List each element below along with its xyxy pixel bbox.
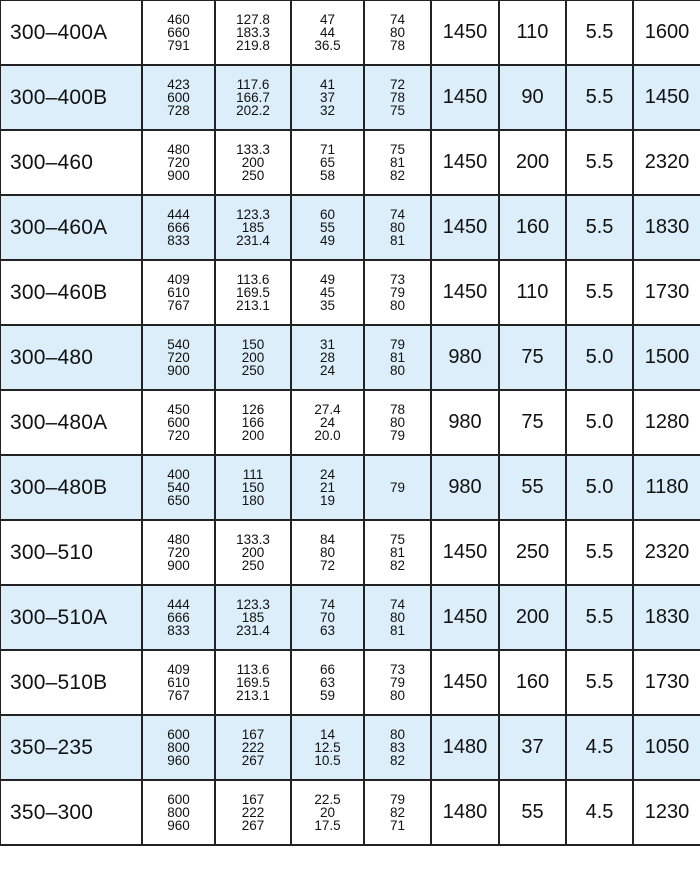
- head-cell-value: 70: [319, 610, 336, 625]
- efficiency-cell-value: 81: [389, 233, 406, 248]
- power-cell: 250: [499, 520, 566, 585]
- flow-lps-cell-value: 960: [167, 818, 190, 833]
- power-cell: 110: [499, 260, 566, 325]
- model-cell: 300–400A: [0, 0, 142, 65]
- flow-m3h-cell: [215, 715, 291, 780]
- model-cell: 300–480B: [0, 455, 142, 520]
- flow-m3h-cell: [215, 260, 291, 325]
- efficiency-cell-value: 72: [389, 77, 406, 92]
- flow-lps-cell-value: 666: [167, 610, 190, 625]
- head-cell-value: 55: [319, 220, 336, 235]
- speed-cell: 1450: [431, 520, 499, 585]
- efficiency-cell-value: 73: [389, 662, 406, 677]
- flow-lps-cell-value: 720: [167, 350, 190, 365]
- flow-lps-cell-value: 720: [167, 428, 190, 443]
- model-cell: 300–460A: [0, 195, 142, 260]
- flow-lps-cell-value: 444: [167, 597, 190, 612]
- weight-cell: 1230: [633, 780, 700, 845]
- flow-lps-cell-value: 600: [167, 415, 190, 430]
- efficiency-cell-value: 79: [389, 792, 406, 807]
- npsh-cell: 5.5: [566, 585, 633, 650]
- table-row: [0, 650, 700, 715]
- flow-m3h-cell-value: 200: [241, 428, 265, 443]
- flow-lps-cell-value: 660: [167, 25, 190, 40]
- efficiency-cell-value: 81: [389, 623, 406, 638]
- flow-m3h-cell: [215, 195, 291, 260]
- flow-m3h-cell-value: 213.1: [236, 688, 270, 703]
- flow-m3h-cell-value: 169.5: [236, 675, 270, 690]
- head-cell: [291, 585, 364, 650]
- efficiency-cell: [364, 715, 431, 780]
- head-cell: [291, 390, 364, 455]
- flow-m3h-cell-value: 167: [241, 727, 265, 742]
- power-cell: 55: [499, 780, 566, 845]
- head-cell-value: 80: [319, 545, 336, 560]
- speed-cell: 1450: [431, 195, 499, 260]
- flow-lps-cell-value: 409: [167, 662, 190, 677]
- efficiency-cell-value: 80: [389, 363, 406, 378]
- table-row: [0, 715, 700, 780]
- flow-m3h-cell-value: 133.3: [236, 142, 270, 157]
- flow-m3h-cell-value: 150: [241, 337, 265, 352]
- efficiency-cell: [364, 780, 431, 845]
- model-cell: 350–235: [0, 715, 142, 780]
- efficiency-cell-value: 80: [389, 415, 406, 430]
- efficiency-cell-value: 82: [389, 558, 406, 573]
- flow-m3h-cell-value: 267: [241, 818, 265, 833]
- model-cell: 300–510A: [0, 585, 142, 650]
- efficiency-cell-value: 78: [389, 402, 406, 417]
- flow-m3h-cell: [215, 520, 291, 585]
- efficiency-cell-value: 74: [389, 207, 406, 222]
- flow-m3h-cell-value: 219.8: [236, 38, 270, 53]
- efficiency-cell-value: 79: [389, 337, 406, 352]
- efficiency-cell-value: 79: [389, 428, 406, 443]
- flow-m3h-cell-value: 200: [241, 545, 265, 560]
- efficiency-cell: [364, 325, 431, 390]
- table-row: [0, 325, 700, 390]
- head-cell-value: 22.5: [314, 792, 341, 807]
- head-cell-value: 10.5: [314, 753, 341, 768]
- model-cell: 300–460B: [0, 260, 142, 325]
- head-cell-value: 28: [319, 350, 336, 365]
- flow-m3h-cell-value: 169.5: [236, 285, 270, 300]
- flow-m3h-cell-value: 200: [241, 155, 265, 170]
- flow-lps-cell-value: 444: [167, 207, 190, 222]
- head-cell-value: 63: [319, 623, 336, 638]
- flow-m3h-cell-value: 166.7: [236, 90, 270, 105]
- efficiency-cell-value: 74: [389, 12, 406, 27]
- flow-lps-cell-value: 800: [167, 805, 190, 820]
- efficiency-cell-value: 81: [389, 545, 406, 560]
- head-cell-value: 24: [319, 415, 336, 430]
- flow-lps-cell-value: 600: [167, 792, 190, 807]
- npsh-cell: 5.0: [566, 455, 633, 520]
- flow-m3h-cell-value: 183.3: [236, 25, 270, 40]
- flow-m3h-cell-value: 213.1: [236, 298, 270, 313]
- flow-lps-cell-value: 960: [167, 753, 190, 768]
- npsh-cell: 5.5: [566, 65, 633, 130]
- flow-lps-cell-value: 900: [167, 168, 190, 183]
- flow-lps-cell-value: 767: [167, 688, 190, 703]
- flow-lps-cell: [142, 780, 215, 845]
- flow-lps-cell-value: 720: [167, 155, 190, 170]
- flow-lps-cell-value: 666: [167, 220, 190, 235]
- speed-cell: 1450: [431, 650, 499, 715]
- head-cell-value: 19: [319, 493, 336, 508]
- model-cell: 300–480: [0, 325, 142, 390]
- efficiency-cell-value: 82: [389, 805, 406, 820]
- weight-cell: 1600: [633, 0, 700, 65]
- head-cell-value: 66: [319, 662, 336, 677]
- flow-m3h-cell-value: 167: [241, 792, 265, 807]
- flow-m3h-cell-value: 126: [241, 402, 265, 417]
- head-cell-value: 47: [319, 12, 336, 27]
- speed-cell: 1480: [431, 715, 499, 780]
- flow-lps-cell: [142, 715, 215, 780]
- npsh-cell: 5.5: [566, 130, 633, 195]
- efficiency-cell-value: 81: [389, 155, 406, 170]
- head-cell-value: 35: [319, 298, 336, 313]
- flow-m3h-cell-value: 166: [241, 415, 265, 430]
- flow-m3h-cell-value: 113.6: [236, 272, 270, 287]
- flow-m3h-cell-value: 117.6: [236, 77, 270, 92]
- weight-cell: 2320: [633, 130, 700, 195]
- head-cell: [291, 195, 364, 260]
- flow-lps-cell-value: 900: [167, 363, 190, 378]
- flow-m3h-cell-value: 180: [241, 493, 265, 508]
- flow-lps-cell-value: 460: [167, 12, 190, 27]
- table-row: [0, 65, 700, 130]
- table-row: [0, 390, 700, 455]
- efficiency-cell-value: 78: [389, 38, 406, 53]
- head-cell-value: 41: [319, 77, 336, 92]
- weight-cell: 1500: [633, 325, 700, 390]
- flow-lps-cell-value: 450: [167, 402, 190, 417]
- flow-m3h-cell-value: 123.3: [236, 597, 270, 612]
- npsh-cell: 5.5: [566, 260, 633, 325]
- head-cell-value: 72: [319, 558, 336, 573]
- efficiency-cell: [364, 585, 431, 650]
- flow-m3h-cell-value: 200: [241, 350, 265, 365]
- flow-m3h-cell-value: 250: [241, 558, 265, 573]
- flow-lps-cell-value: 767: [167, 298, 190, 313]
- head-cell-value: 14: [319, 727, 336, 742]
- power-cell: 160: [499, 650, 566, 715]
- flow-lps-cell-value: 540: [167, 337, 190, 352]
- speed-cell: 980: [431, 390, 499, 455]
- flow-m3h-cell-value: 250: [241, 168, 265, 183]
- head-cell-value: 31: [319, 337, 336, 352]
- efficiency-cell-value: 75: [389, 142, 406, 157]
- weight-cell: 2320: [633, 520, 700, 585]
- head-cell-value: 49: [319, 233, 336, 248]
- flow-m3h-cell: [215, 585, 291, 650]
- flow-m3h-cell-value: 113.6: [236, 662, 270, 677]
- npsh-cell: 4.5: [566, 780, 633, 845]
- power-cell: 55: [499, 455, 566, 520]
- flow-lps-cell-value: 540: [167, 480, 190, 495]
- flow-lps-cell: [142, 195, 215, 260]
- power-cell: 200: [499, 130, 566, 195]
- flow-lps-cell: [142, 65, 215, 130]
- head-cell-value: 12.5: [314, 740, 341, 755]
- flow-lps-cell-value: 423: [167, 77, 190, 92]
- flow-m3h-cell-value: 250: [241, 363, 265, 378]
- efficiency-cell-value: 71: [389, 818, 406, 833]
- head-cell-value: 36.5: [314, 38, 341, 53]
- flow-m3h-cell: [215, 325, 291, 390]
- table-row: [0, 585, 700, 650]
- flow-lps-cell-value: 791: [167, 38, 190, 53]
- npsh-cell: 5.5: [566, 0, 633, 65]
- flow-lps-cell: [142, 455, 215, 520]
- efficiency-cell-value: 79: [389, 285, 406, 300]
- head-cell: [291, 520, 364, 585]
- flow-m3h-cell-value: 222: [241, 740, 265, 755]
- head-cell-value: 58: [319, 168, 336, 183]
- flow-m3h-cell-value: 267: [241, 753, 265, 768]
- head-cell-value: 63: [319, 675, 336, 690]
- flow-m3h-cell: [215, 65, 291, 130]
- flow-m3h-cell-value: 185: [241, 610, 265, 625]
- model-cell: 300–480A: [0, 390, 142, 455]
- power-cell: 75: [499, 390, 566, 455]
- npsh-cell: 5.0: [566, 325, 633, 390]
- weight-cell: 1280: [633, 390, 700, 455]
- efficiency-cell-value: 78: [389, 90, 406, 105]
- power-cell: 90: [499, 65, 566, 130]
- power-cell: 110: [499, 0, 566, 65]
- efficiency-cell: [364, 195, 431, 260]
- head-cell-value: 20.0: [314, 428, 341, 443]
- efficiency-cell-value: 73: [389, 272, 406, 287]
- flow-lps-cell-value: 650: [167, 493, 190, 508]
- flow-m3h-cell: [215, 0, 291, 65]
- flow-lps-cell: [142, 650, 215, 715]
- head-cell-value: 27.4: [314, 402, 341, 417]
- flow-m3h-cell-value: 231.4: [236, 623, 270, 638]
- table-row: [0, 780, 700, 845]
- model-cell: 300–510: [0, 520, 142, 585]
- flow-m3h-cell-value: 185: [241, 220, 265, 235]
- flow-lps-cell: [142, 585, 215, 650]
- speed-cell: 1450: [431, 260, 499, 325]
- npsh-cell: 5.5: [566, 650, 633, 715]
- speed-cell: 1450: [431, 585, 499, 650]
- model-cell: 300–400B: [0, 65, 142, 130]
- efficiency-cell: [364, 130, 431, 195]
- efficiency-cell-value: 82: [389, 753, 406, 768]
- power-cell: 37: [499, 715, 566, 780]
- flow-m3h-cell-value: 127.8: [236, 12, 270, 27]
- efficiency-cell-value: 79: [389, 480, 406, 495]
- head-cell-value: 74: [319, 597, 336, 612]
- flow-m3h-cell: [215, 455, 291, 520]
- head-cell-value: 37: [319, 90, 336, 105]
- flow-m3h-cell-value: 123.3: [236, 207, 270, 222]
- weight-cell: 1050: [633, 715, 700, 780]
- weight-cell: 1830: [633, 585, 700, 650]
- efficiency-cell: [364, 65, 431, 130]
- flow-m3h-cell: [215, 390, 291, 455]
- flow-m3h-cell-value: 202.2: [236, 103, 270, 118]
- efficiency-cell-value: 79: [389, 675, 406, 690]
- head-cell: [291, 0, 364, 65]
- flow-lps-cell-value: 400: [167, 467, 190, 482]
- head-cell-value: 20: [319, 805, 336, 820]
- flow-m3h-cell-value: 111: [242, 467, 264, 482]
- efficiency-cell-value: 80: [389, 220, 406, 235]
- table-row: [0, 130, 700, 195]
- head-cell: [291, 260, 364, 325]
- flow-lps-cell-value: 600: [167, 90, 190, 105]
- efficiency-cell-value: 75: [389, 103, 406, 118]
- flow-lps-cell: [142, 260, 215, 325]
- speed-cell: 980: [431, 325, 499, 390]
- weight-cell: 1830: [633, 195, 700, 260]
- table-row: [0, 195, 700, 260]
- npsh-cell: 5.5: [566, 195, 633, 260]
- flow-m3h-cell: [215, 130, 291, 195]
- power-cell: 75: [499, 325, 566, 390]
- efficiency-cell: [364, 390, 431, 455]
- head-cell-value: 21: [319, 480, 336, 495]
- npsh-cell: 4.5: [566, 715, 633, 780]
- speed-cell: 1450: [431, 65, 499, 130]
- head-cell: [291, 715, 364, 780]
- flow-lps-cell-value: 480: [167, 142, 190, 157]
- flow-lps-cell-value: 480: [167, 532, 190, 547]
- head-cell-value: 32: [319, 103, 336, 118]
- weight-cell: 1730: [633, 260, 700, 325]
- efficiency-cell: [364, 650, 431, 715]
- flow-lps-cell: [142, 390, 215, 455]
- efficiency-cell-value: 80: [389, 298, 406, 313]
- efficiency-cell: [364, 0, 431, 65]
- head-cell-value: 84: [319, 532, 336, 547]
- head-cell-value: 45: [319, 285, 336, 300]
- flow-lps-cell-value: 833: [167, 233, 190, 248]
- flow-m3h-cell: [215, 650, 291, 715]
- efficiency-cell-value: 74: [389, 597, 406, 612]
- efficiency-cell-value: 81: [389, 350, 406, 365]
- head-cell-value: 44: [319, 25, 336, 40]
- power-cell: 160: [499, 195, 566, 260]
- flow-m3h-cell-value: 231.4: [236, 233, 270, 248]
- head-cell-value: 24: [319, 467, 336, 482]
- head-cell-value: 65: [319, 155, 336, 170]
- flow-lps-cell: [142, 520, 215, 585]
- speed-cell: 1450: [431, 130, 499, 195]
- efficiency-cell: [364, 520, 431, 585]
- table-row: [0, 520, 700, 585]
- head-cell-value: 60: [319, 207, 336, 222]
- head-cell-value: 59: [319, 688, 336, 703]
- head-cell: [291, 650, 364, 715]
- flow-lps-cell: [142, 0, 215, 65]
- model-cell: 300–510B: [0, 650, 142, 715]
- table-row: [0, 260, 700, 325]
- flow-lps-cell-value: 720: [167, 545, 190, 560]
- efficiency-cell-value: 80: [389, 727, 406, 742]
- head-cell-value: 71: [319, 142, 336, 157]
- efficiency-cell-value: 80: [389, 610, 406, 625]
- flow-lps-cell: [142, 130, 215, 195]
- efficiency-cell-value: 75: [389, 532, 406, 547]
- speed-cell: 1450: [431, 0, 499, 65]
- table-row: [0, 455, 700, 520]
- flow-lps-cell-value: 610: [167, 285, 190, 300]
- efficiency-cell-value: 82: [389, 168, 406, 183]
- efficiency-cell-value: 80: [389, 25, 406, 40]
- head-cell-value: 49: [319, 272, 336, 287]
- flow-lps-cell-value: 600: [167, 727, 190, 742]
- head-cell: [291, 455, 364, 520]
- flow-lps-cell-value: 900: [167, 558, 190, 573]
- npsh-cell: 5.5: [566, 520, 633, 585]
- table-row: [0, 0, 700, 65]
- flow-m3h-cell-value: 150: [241, 480, 265, 495]
- head-cell: [291, 65, 364, 130]
- flow-m3h-cell-value: 133.3: [236, 532, 270, 547]
- flow-lps-cell-value: 800: [167, 740, 190, 755]
- power-cell: 200: [499, 585, 566, 650]
- flow-lps-cell-value: 728: [167, 103, 190, 118]
- model-cell: 350–300: [0, 780, 142, 845]
- head-cell-value: 17.5: [314, 818, 341, 833]
- flow-lps-cell-value: 833: [167, 623, 190, 638]
- head-cell: [291, 325, 364, 390]
- flow-lps-cell-value: 409: [167, 272, 190, 287]
- weight-cell: 1180: [633, 455, 700, 520]
- flow-m3h-cell: [215, 780, 291, 845]
- model-cell: 300–460: [0, 130, 142, 195]
- efficiency-cell-value: 83: [389, 740, 406, 755]
- flow-lps-cell-value: 610: [167, 675, 190, 690]
- flow-m3h-cell-value: 222: [241, 805, 265, 820]
- efficiency-cell: [364, 260, 431, 325]
- head-cell-value: 24: [319, 363, 336, 378]
- npsh-cell: 5.0: [566, 390, 633, 455]
- head-cell: [291, 130, 364, 195]
- speed-cell: 980: [431, 455, 499, 520]
- weight-cell: 1450: [633, 65, 700, 130]
- efficiency-cell: [364, 455, 431, 520]
- flow-lps-cell: [142, 325, 215, 390]
- efficiency-cell-value: 80: [389, 688, 406, 703]
- weight-cell: 1730: [633, 650, 700, 715]
- speed-cell: 1480: [431, 780, 499, 845]
- head-cell: [291, 780, 364, 845]
